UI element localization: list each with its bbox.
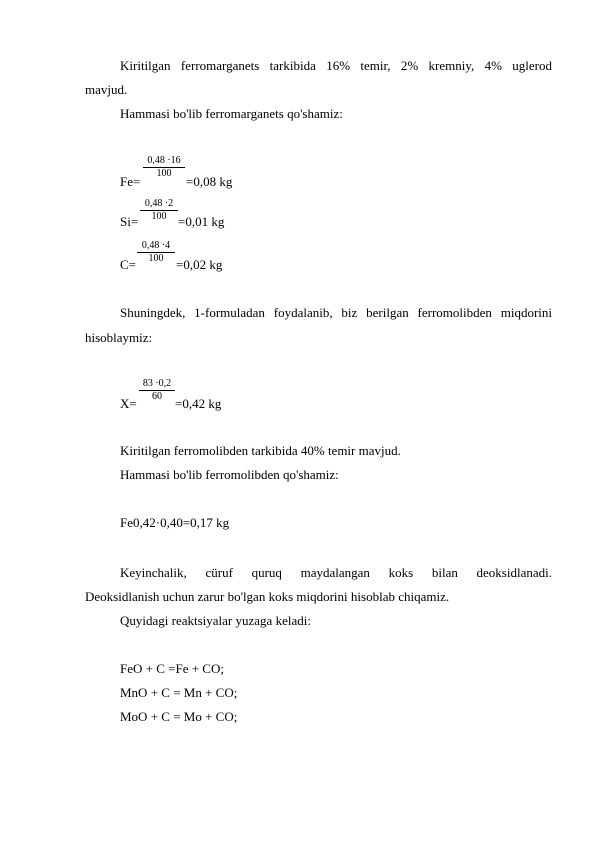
- formula-si: [120, 214, 138, 230]
- formula-si-numerator: 0,48 ·2: [144, 198, 174, 209]
- formula-fe-label: Fe=: [120, 174, 141, 189]
- formula-x: [120, 396, 137, 412]
- formula-x-fraction: [139, 378, 175, 402]
- paragraph-ferromarganets-total: Hammasi bo'lib ferromarganets qo'shamiz:: [120, 106, 343, 121]
- paragraph-intro-line2: mavjud.: [85, 82, 128, 97]
- formula-c: [120, 257, 136, 273]
- calculation-fe: Fe0,42·0,40=0,17 kg: [120, 515, 230, 530]
- formula-x-result: =0,42 kg: [175, 396, 222, 411]
- paragraph-ferromolibden-line2: hisoblaymiz:: [85, 330, 153, 345]
- formula-c-result: =0,02 kg: [176, 257, 223, 272]
- reaction-mno: MnO + C = Mn + CO;: [120, 685, 238, 700]
- formula-fe-result: =0,08 kg: [186, 174, 233, 189]
- paragraph-deoxidation-line1: Keyinchalik, cüruf quruq maydalangan koks bilan deoksidlanadi.: [120, 565, 552, 580]
- paragraph-ferromolibden-total: Hammasi bo'lib ferromolibden qo'shamiz:: [120, 467, 339, 482]
- formula-si-denominator: 100: [151, 211, 167, 222]
- formula-c-fraction: [137, 240, 175, 264]
- formula-si-fraction: [140, 198, 178, 222]
- paragraph-ferromolibden-line1: Shuningdek, 1-formuladan foydalanib, biz berilgan ferromolibden miqdorini: [120, 305, 552, 320]
- formula-x-denominator: 60: [152, 391, 162, 402]
- reaction-feo: FeO + C =Fe + CO;: [120, 661, 224, 676]
- formula-c-denominator: 100: [148, 253, 164, 264]
- formula-c-numerator: 0,48 ·4: [141, 240, 171, 251]
- paragraph-reactions-intro: Quyidagi reaktsiyalar yuzaga keladi:: [120, 613, 311, 628]
- formula-fe-numerator: 0,48 ·16: [147, 155, 181, 166]
- formula-si-result: =0,01 kg: [178, 214, 225, 229]
- formula-c-label: C=: [120, 257, 137, 272]
- formula-fe-fraction: [143, 155, 185, 179]
- formula-si-label: Si=: [120, 214, 139, 229]
- formula-fe: [120, 174, 140, 190]
- paragraph-deoxidation-line2: Deoksidlanish uchun zarur bo'lgan koks miqdorini hisoblab chiqamiz.: [85, 589, 450, 604]
- paragraph-intro-line1: Kiritilgan ferromarganets tarkibida 16% temir, 2% kremniy, 4% uglerod: [120, 58, 552, 73]
- formula-x-numerator: 83 ·0,2: [142, 378, 172, 389]
- formula-fe-denominator: 100: [156, 168, 172, 179]
- paragraph-ferromolibden-iron: Kiritilgan ferromolibden tarkibida 40% temir mavjud.: [120, 443, 401, 458]
- reaction-moo: MoO + C = Mo + CO;: [120, 709, 238, 724]
- formula-x-label: X=: [120, 396, 137, 411]
